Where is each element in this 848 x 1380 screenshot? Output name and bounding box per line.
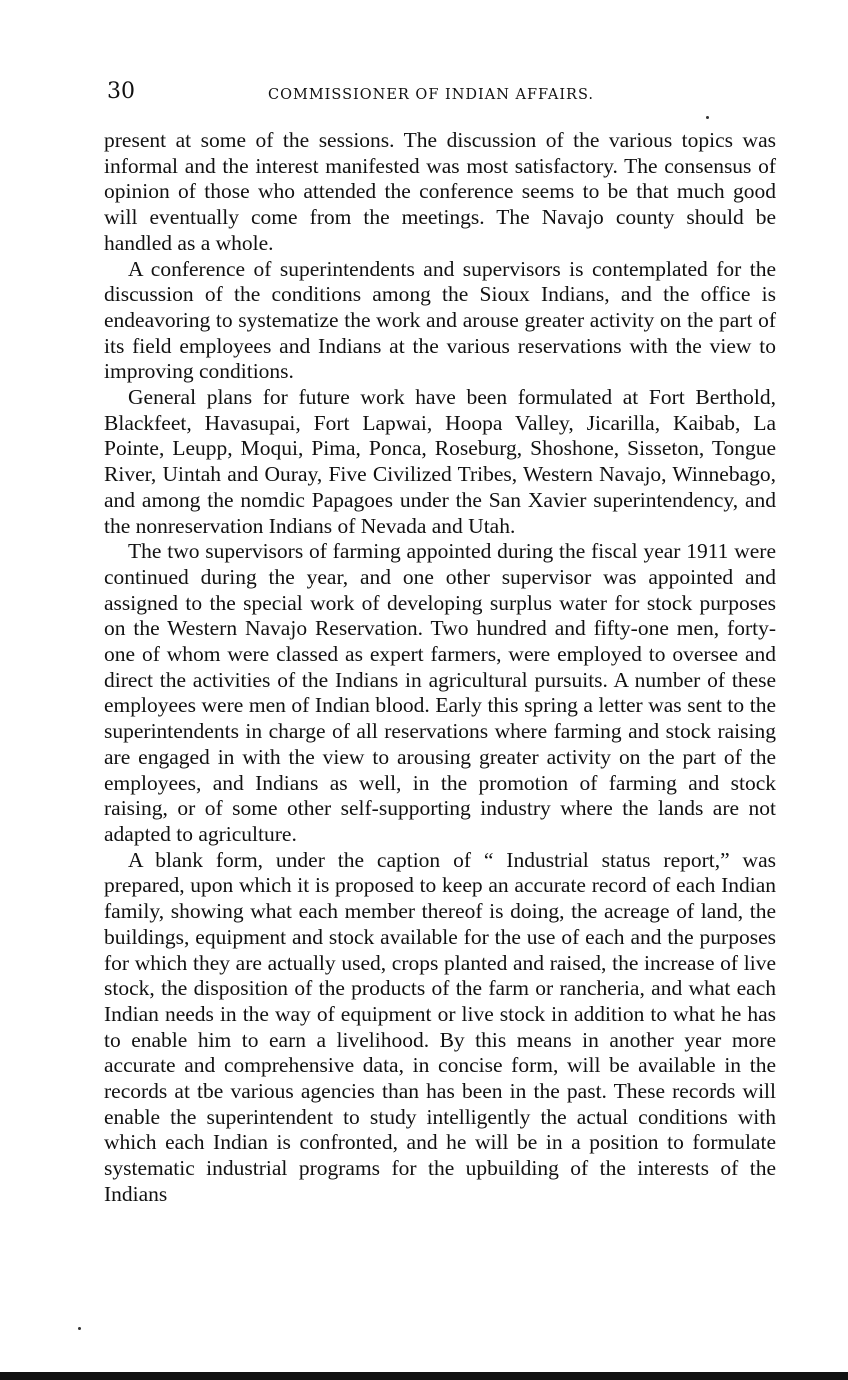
page-number: 30 <box>107 79 135 104</box>
paragraph-industrial-status-report: A blank form, under the caption of “ Industrial status report,” was prepared, upon which it is proposed to keep an accurate record of each Indian family, showing what each member thereof is doing, the acreage of land, the buildings, equipment and stock available for the use of each and the purposes for which they are actually used, crops planted and raised, the increase of live stock, the disposition of the products of the farm or rancheria, and what each Indian needs in the way of equipment or live stock in addition to what he has to enable him to earn a livelihood. By this means in another year more accurate and comprehensive data, in concise form, will be available in the records at tbe various agencies than has been in the past. These records will enable the superintendent to study intelligently the actual conditions with which each Indian is confronted, and he will be in a position to formulate systematic industrial programs for the upbuilding of the interests of the Indians <box>104 847 776 1206</box>
scan-speck <box>706 116 709 119</box>
scan-speck <box>78 1327 81 1330</box>
body-text <box>104 128 776 1208</box>
paragraph-continued: present at some of the sessions. The discussion of the various topics was informal and the interest manifested was most satisfactory. The consensus of opinion of those who attended the conference seems to be that much good will eventually come from the meetings. The Navajo county should be handled as a whole. <box>104 128 776 255</box>
paragraph-sioux-conference: A conference of superintendents and supervisors is contemplated for the discussion of the conditions among the Sioux Indians, and the office is endeavoring to systematize the work and arouse greater activity on the part of its field employees and Indians at the various reservations with the view to improving conditions. <box>104 256 776 384</box>
running-head <box>105 80 775 108</box>
running-title: COMMISSIONER OF INDIAN AFFAIRS. <box>268 87 594 103</box>
scan-edge <box>0 1372 848 1380</box>
paragraph-supervisors-of-farming: The two supervisors of farming appointed during the fiscal year 1911 were continued during the year, and one other supervisor was appointed and assigned to the special work of developing surplus water for stock purposes on the Western Navajo Reservation. Two hundred and fifty-one men, forty-one of whom were classed as expert farmers, were employed to oversee and direct the activities of the Indians in agricultural pursuits. A number of these employees were men of Indian blood. Early this spring a letter was sent to the superintendents in charge of all reservations where farming and stock raising are engaged in with the view to arousing greater activity on the part of the employees, and Indians as well, in the promotion of farming and stock raising, or of some other self-supporting industry where the lands are not adapted to agriculture. <box>104 539 776 846</box>
paragraph-general-plans: General plans for future work have been formulated at Fort Berthold, Blackfeet, Havasupai, Fort Lapwai, Hoopa Valley, Jicarilla, Kaibab, La Pointe, Leupp, Moqui, Pima, Ponca, Roseburg, Shoshone, Sisseton, Tongue River, Uintah and Ouray, Five Civilized Tribes, Western Navajo, Winnebago, and among the nomdic Papagoes under the San Xavier superintendency, and the nonreservation Indians of Nevada and Utah. <box>104 385 776 538</box>
